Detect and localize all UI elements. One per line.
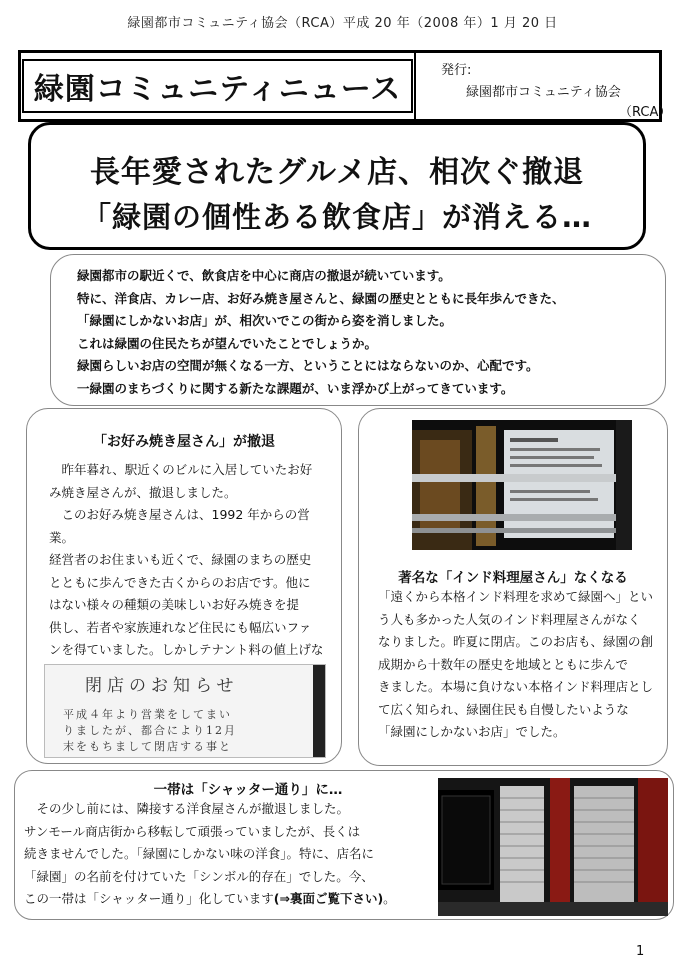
body-line: う人も多かった人気のインド料理屋さんがなく xyxy=(378,611,641,627)
page-number: 1 xyxy=(636,944,645,959)
body-line: その少し前には、隣接する洋食屋さんが撤退しました。 xyxy=(24,801,350,816)
headline-line-1: 長年愛されたグルメ店、相次ぐ撤退 xyxy=(89,155,585,190)
body-line: とともに歩んできた古くからのお店です。他に xyxy=(49,574,311,590)
publisher-label: 発行: xyxy=(441,63,472,78)
photo-edge xyxy=(313,665,325,757)
body-line: 続きませんでした。「緑園にしかない味の洋食」。特に、店名に xyxy=(24,846,375,861)
last-line-prefix: この一帯は「シャッター通り」化しています xyxy=(24,891,274,906)
body-line: 経営者のお住まいも近くで、緑園のまちの歴史 xyxy=(49,552,312,567)
newsletter-title-cell xyxy=(21,53,416,119)
body-line: このお好み焼き屋さんは、1992 年からの営業。 xyxy=(49,507,310,545)
body-line: なりました。昨夏に閉店。このお店も、緑園の創 xyxy=(378,634,654,649)
shutter-title: 一帯は「シャッター通り」に… xyxy=(153,782,343,798)
intro-box xyxy=(50,254,666,406)
issue-header: 緑園都市コミュニティ協会（RCA）平成 20 年（2008 年）1 月 20 日 xyxy=(127,16,558,31)
notice-line: りましたが、都合により12月 xyxy=(63,724,237,737)
body-line: 「遠くから本格インド料理を求めて緑園へ」とい xyxy=(378,589,654,604)
okonomiyaki-body xyxy=(49,459,329,684)
shutter-street-photo xyxy=(438,778,668,916)
headline-line-2: 「緑園の個性ある飲食店」が消える… xyxy=(81,200,592,234)
indian-restaurant-photo xyxy=(412,420,632,550)
publisher-name: 緑園都市コミュニティ協会 xyxy=(466,85,621,100)
shutter-body xyxy=(24,798,430,911)
body-line: 成期から十数年の歴史を地域とともに歩んで xyxy=(378,656,629,672)
intro-line: 「緑園にしかないお店」が、相次いでこの街から姿を消しました。 xyxy=(77,313,453,328)
newsletter-title: 緑園コミュニティニュース xyxy=(22,59,414,113)
notice-title: 閉店のお知らせ xyxy=(85,676,239,696)
intro-line: これは緑園の住民たちが望んでいたことでしょうか。 xyxy=(77,335,378,351)
body-line: きました。本場に負けない本格インド料理店とし xyxy=(378,679,654,694)
indian-body xyxy=(378,586,660,744)
body-line: ンを得ていました。しかしテナント料の値上げな xyxy=(49,642,324,657)
okonomiyaki-title: 「お好み焼き屋さん」が撤退 xyxy=(93,434,275,450)
body-line: はない様々の種類の美味しいお好み焼きを提 xyxy=(49,597,300,612)
body-line: 「緑園にしかないお店」でした。 xyxy=(378,724,566,739)
intro-line: 緑園らしいお店の空間が無くなる一方、ということにはならないのか、心配です。 xyxy=(77,358,539,373)
body-line-last xyxy=(24,888,430,911)
body-line: 供し、若者や家族連れなど住民にも幅広いファ xyxy=(49,619,312,635)
body-line: 「緑園」の名前を付けていた「シンボル的存在」でした。今、 xyxy=(24,868,374,884)
shuttered-storefront-image xyxy=(412,420,632,550)
headline-box xyxy=(28,122,646,250)
indian-title: 著名な「インド料理屋さん」なくなる xyxy=(398,570,628,586)
closed-shops-image xyxy=(438,778,668,916)
body-line: み焼き屋さんが、撤退しました。 xyxy=(49,484,237,500)
publisher-abbr: （RCA） xyxy=(619,105,672,120)
intro-line: 特に、洋食店、カレー店、お好み焼き屋さんと、緑園の歴史とともに長年歩んできた、 xyxy=(77,290,565,306)
body-line: 昨年暮れ、駅近くのビルに入居していたお好 xyxy=(49,462,313,477)
intro-line: 一緑園のまちづくりに関する新たな課題が、いま浮かび上がってきています。 xyxy=(77,380,514,396)
body-line: て広く知られ、緑園住民も自慢したいような xyxy=(378,701,629,717)
last-line-suffix: 。 xyxy=(383,891,396,906)
intro-line: 緑園都市の駅近くで、飲食店を中心に商店の撤退が続いています。 xyxy=(77,268,451,283)
masthead xyxy=(18,50,672,122)
notice-text xyxy=(63,707,237,755)
notice-line: 平成４年より営業をしてまい xyxy=(63,708,232,721)
see-reverse-note: (⇒裏面ご覧下さい) xyxy=(273,891,384,906)
notice-line: 末をもちまして閉店する事と xyxy=(63,740,232,753)
body-line: サンモール商店街から移転して頑張っていましたが、長くは xyxy=(24,823,361,839)
closing-notice-photo xyxy=(44,664,326,758)
intro-text xyxy=(77,265,565,400)
